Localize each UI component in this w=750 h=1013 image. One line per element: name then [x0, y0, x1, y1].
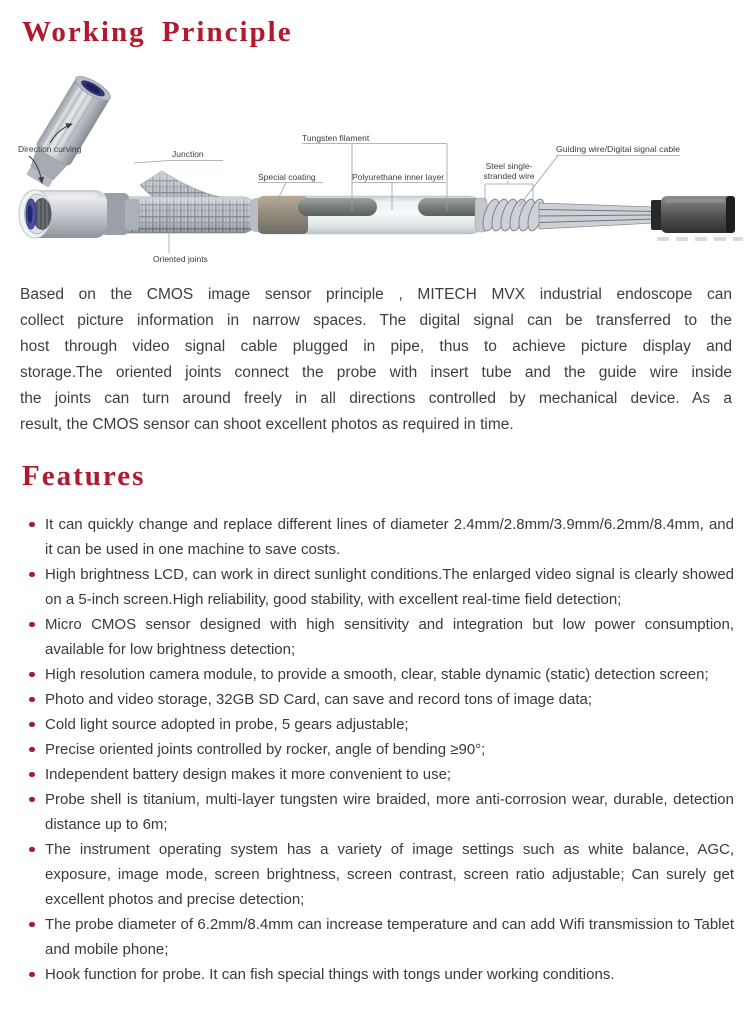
label-junction: Junction	[172, 149, 204, 159]
label-polyurethane-inner-layer: Polyurethane inner layer	[352, 172, 445, 182]
label-guiding-wire: Guiding wire/Digital signal cable	[556, 144, 681, 154]
working-principle-title: Working Principle	[22, 16, 293, 48]
paragraph-line: storage.The oriented joints connect the probe with insert tube and the guide wire inside	[20, 364, 732, 381]
paragraph-line: collect picture information in narrow spaces. The digital signal can be transferred to the	[20, 312, 732, 329]
tungsten-filament-braid	[298, 198, 377, 216]
paragraph-line: result, the CMOS sensor can shoot excellent photos as required in time.	[20, 416, 514, 433]
paragraph-line: host through video signal cable plugged in pipe, thus to achieve picture display and	[20, 338, 732, 355]
feature-item: The probe diameter of 6.2mm/8.4mm can increase temperature and can add Wifi transmission to Tablet and mobile phone;	[20, 912, 734, 962]
insert-tube-layers	[250, 196, 486, 234]
feature-item: Cold light source adopted in probe, 5 gears adjustable;	[20, 712, 734, 737]
label-oriented-joints: Oriented joints	[153, 254, 208, 264]
feature-item: High resolution camera module, to provide a smooth, clear, stable dynamic (static) detection screen;	[20, 662, 734, 687]
feature-item: It can quickly change and replace different lines of diameter 2.4mm/2.8mm/3.9mm/6.2mm/8.4mm, and it can be used in one machine to save costs.	[20, 512, 734, 562]
label-tungsten-filament: Tungsten filament	[302, 133, 370, 143]
signal-cable	[651, 196, 735, 233]
label-steel-wire-line1: Steel single-	[485, 161, 533, 171]
label-special-coating: Special coating	[258, 172, 316, 182]
working-principle-paragraph	[20, 282, 732, 438]
guiding-wires	[539, 203, 655, 229]
feature-item: Independent battery design makes it more convenient to use;	[20, 762, 734, 787]
probe-head	[19, 190, 139, 238]
paragraph-line: Based on the CMOS image sensor principle , MITECH MVX industrial endoscope can	[20, 286, 732, 303]
feature-item: Photo and video storage, 32GB SD Card, can save and record tons of image data;	[20, 687, 734, 712]
endoscope-diagram-svg	[5, 72, 745, 272]
feature-item: Probe shell is titanium, multi-layer tungsten wire braided, more anti-corrosion wear, durable, detection distance up to 6m;	[20, 787, 734, 837]
feature-item: Precise oriented joints controlled by rocker, angle of bending ≥90°;	[20, 737, 734, 762]
feature-item: Micro CMOS sensor designed with high sensitivity and integration but low power consumption, available for low brightness detection;	[20, 612, 734, 662]
feature-item: The instrument operating system has a variety of image settings such as white balance, AGC, exposure, image mode, screen brightness, screen contrast, screen ratio adjustable; Can surely get excellent photos and precise detection;	[20, 837, 734, 912]
paragraph-line: the joints can turn around freely in all directions controlled by mechanical device. As a	[20, 390, 732, 407]
feature-item: Hook function for probe. It can fish special things with tongs under working conditions.	[20, 962, 734, 987]
feature-item: High brightness LCD, can work in direct sunlight conditions.The enlarged video signal is clearly showed on a 5-inch screen.High reliability, good stability, with excellent real-time field detection;	[20, 562, 734, 612]
label-steel-wire-line2: stranded wire	[483, 171, 535, 181]
steel-stranded-wire-coil	[475, 197, 547, 232]
features-list	[20, 512, 734, 987]
label-direction-curving: Direction curving	[18, 144, 82, 154]
features-title: Features	[22, 460, 146, 492]
camera-head	[20, 72, 114, 191]
tungsten-filament-braid-2	[418, 198, 483, 216]
